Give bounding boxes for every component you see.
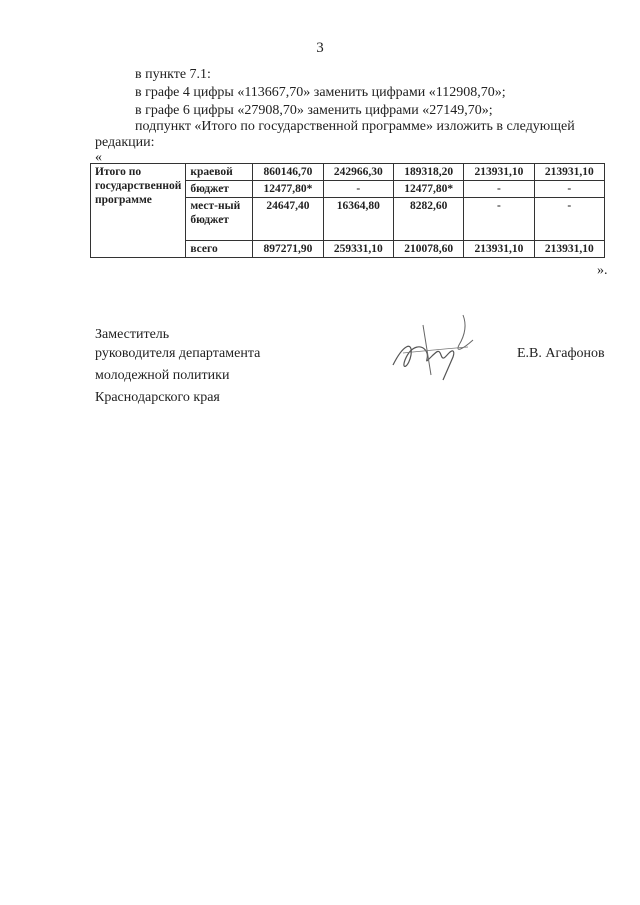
quote-close: ». xyxy=(597,263,608,278)
table-cell: 12477,80* xyxy=(253,181,323,198)
paragraph-2: в графе 4 цифры «113667,70» заменить цифрами «112908,70»; xyxy=(135,85,506,100)
table-cell: - xyxy=(464,181,534,198)
signatory-name: Е.В. Агафонов xyxy=(517,346,605,361)
paragraph-1: в пункте 7.1: xyxy=(135,67,211,82)
table-cell: 242966,30 xyxy=(323,164,393,181)
table-cell: 259331,10 xyxy=(323,241,393,258)
table-cell: 16364,80 xyxy=(323,198,393,241)
table-cell: - xyxy=(534,181,604,198)
paragraph-3: в графе 6 цифры «27908,70» заменить цифрами «27149,70»; xyxy=(135,103,493,118)
table-cell: 189318,20 xyxy=(393,164,463,181)
paragraph-4: подпункт «Итого по государственной программе» изложить в следующей xyxy=(135,119,575,134)
table-cell: 210078,60 xyxy=(393,241,463,258)
table-cell: 897271,90 xyxy=(253,241,323,258)
program-total-table xyxy=(90,163,605,258)
handwritten-signature-icon xyxy=(383,305,493,385)
row-label: Итого по государственной программе xyxy=(91,164,186,258)
table-cell: 213931,10 xyxy=(534,241,604,258)
table-cell: 860146,70 xyxy=(253,164,323,181)
quote-open: « xyxy=(95,150,102,165)
source-label: мест-ный бюджет xyxy=(186,198,253,241)
table-cell: 213931,10 xyxy=(464,164,534,181)
signatory-title-line: Заместитель xyxy=(95,327,170,342)
table-cell: 8282,60 xyxy=(393,198,463,241)
table-cell: - xyxy=(534,198,604,241)
signatory-title xyxy=(95,325,260,407)
table-cell: 24647,40 xyxy=(253,198,323,241)
source-label: всего xyxy=(186,241,253,258)
page-number: 3 xyxy=(316,40,324,56)
table-cell: - xyxy=(464,198,534,241)
signatory-title-line: руководителя департамента xyxy=(95,346,261,361)
table-cell: 12477,80* xyxy=(393,181,463,198)
source-label: краевой xyxy=(186,164,253,181)
signatory-title-line: молодежной политики xyxy=(95,368,230,383)
table-row xyxy=(91,164,605,181)
source-label: бюджет xyxy=(186,181,253,198)
paragraph-5: редакции: xyxy=(95,135,155,150)
table-cell: 213931,10 xyxy=(534,164,604,181)
table-cell: - xyxy=(323,181,393,198)
signatory-title-line: Краснодарского края xyxy=(95,390,220,405)
table-cell: 213931,10 xyxy=(464,241,534,258)
